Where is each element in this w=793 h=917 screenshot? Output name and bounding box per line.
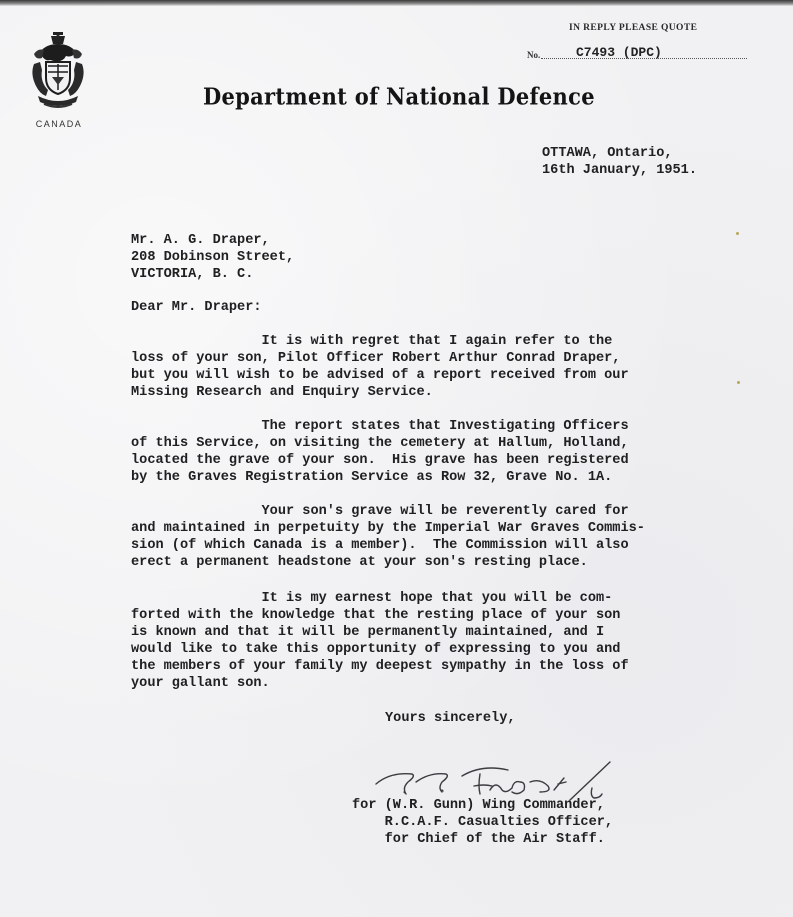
text-line: the members of your family my deepest sympathy in the loss of: [131, 659, 629, 674]
text-line: located the grave of your son. His grave has been registered: [131, 453, 629, 468]
department-title: Department of National Defence: [203, 82, 595, 110]
paper-speck: [736, 232, 739, 235]
place-and-date: [542, 145, 697, 179]
text-line: erect a permanent headstone at your son's resting place.: [131, 555, 588, 570]
text-line: by the Graves Registration Service as Row 32, Grave No. 1A.: [131, 470, 613, 485]
reply-quote-heading: IN REPLY PLEASE QUOTE: [569, 23, 698, 33]
text-line: The report states that Investigating Officers: [131, 419, 629, 434]
coat-of-arms-icon: [26, 30, 90, 114]
recipient-address: [131, 232, 294, 283]
date: 16th January, 1951.: [542, 163, 697, 178]
text-line: would like to take this opportunity of expressing to you and: [131, 642, 621, 657]
place: OTTAWA, Ontario,: [542, 146, 673, 161]
body-paragraph-4: [131, 590, 629, 692]
text-line: It is my earnest hope that you will be com-: [131, 591, 613, 606]
text-line: Your son's grave will be reverently cared for: [131, 504, 629, 519]
signature-block: [352, 797, 613, 848]
body-paragraph-2: [131, 418, 629, 486]
text-line: forted with the knowledge that the resting place of your son: [131, 608, 621, 623]
signatory-on-behalf: for Chief of the Air Staff.: [352, 832, 605, 847]
emblem-label: CANADA: [35, 119, 83, 129]
reference-label: No.: [527, 50, 541, 60]
reference-number: C7493 (DPC): [576, 45, 662, 60]
text-line: your gallant son.: [131, 676, 270, 691]
closing: Yours sincerely,: [385, 711, 516, 726]
text-line: Missing Research and Enquiry Service.: [131, 385, 433, 400]
text-line: and maintained in perpetuity by the Imperial War Graves Commis-: [131, 521, 645, 536]
recipient-city: VICTORIA, B. C.: [131, 267, 254, 282]
body-paragraph-1: [131, 333, 629, 401]
text-line: is known and that it will be permanently maintained, and I: [131, 625, 605, 640]
paper-speck: [737, 381, 740, 384]
body-paragraph-3: [131, 503, 645, 571]
signatory-title: R.C.A.F. Casualties Officer,: [352, 815, 614, 830]
salutation: Dear Mr. Draper:: [131, 300, 262, 315]
signatory-line: for (W.R. Gunn) Wing Commander,: [352, 798, 605, 813]
recipient-street: 208 Dobinson Street,: [131, 250, 295, 265]
text-line: loss of your son, Pilot Officer Robert Arthur Conrad Draper,: [131, 351, 621, 366]
reference-number-field: [527, 45, 747, 61]
text-line: but you will wish to be advised of a report received from our: [131, 368, 629, 383]
text-line: It is with regret that I again refer to the: [131, 334, 613, 349]
text-line: sion (of which Canada is a member). The Commission will also: [131, 538, 629, 553]
text-line: of this Service, on visiting the cemetery at Hallum, Holland,: [131, 436, 629, 451]
recipient-name: Mr. A. G. Draper,: [131, 233, 270, 248]
